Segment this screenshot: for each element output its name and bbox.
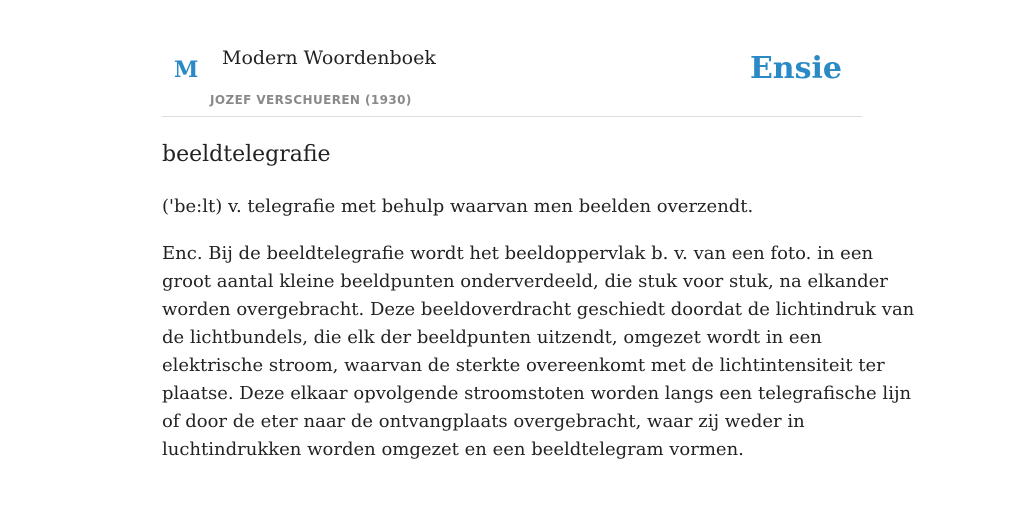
header — [162, 0, 862, 117]
text-line: groot aantal kleine beeldpunten onderverdeeld, die stuk voor stuk, na elkander — [162, 271, 888, 292]
text-line: plaatse. Deze elkaar opvolgende stroomstoten worden langs een telegrafische lijn — [162, 383, 912, 404]
text-line: elektrische stroom, waarvan de sterkte overeenkomt met de lichtintensiteit ter — [162, 355, 885, 376]
text-line: Enc. Bij de beeldtelegrafie wordt het beeldoppervlak b. v. van een foto. in een — [162, 243, 874, 264]
text-line: luchtindrukken worden omgezet en een beeldtelegram vormen. — [162, 439, 744, 460]
text-line: de lichtbundels, die elk der beeldpunten uitzendt, omgezet wordt in een — [162, 327, 822, 348]
entry-definition: ('be:lt) v. telegrafie met behulp waarvan men beelden overzendt. — [162, 196, 754, 217]
book-title[interactable]: Modern Woordenboek — [222, 47, 436, 69]
ensie-logo[interactable]: Ensie — [749, 51, 842, 86]
book-author: JOZEF VERSCHUEREN (1930) — [210, 93, 412, 107]
text-line: of door de eter naar de ontvangplaats overgebracht, waar zij weder in — [162, 411, 805, 432]
text-line: worden overgebracht. Deze beeldoverdracht geschiedt doordat de lichtindruk van — [162, 299, 915, 320]
entry-title: beeldtelegrafie — [162, 142, 331, 167]
entry-encyclopedic-text — [162, 240, 915, 464]
dictionary-logo[interactable]: M — [174, 57, 199, 83]
